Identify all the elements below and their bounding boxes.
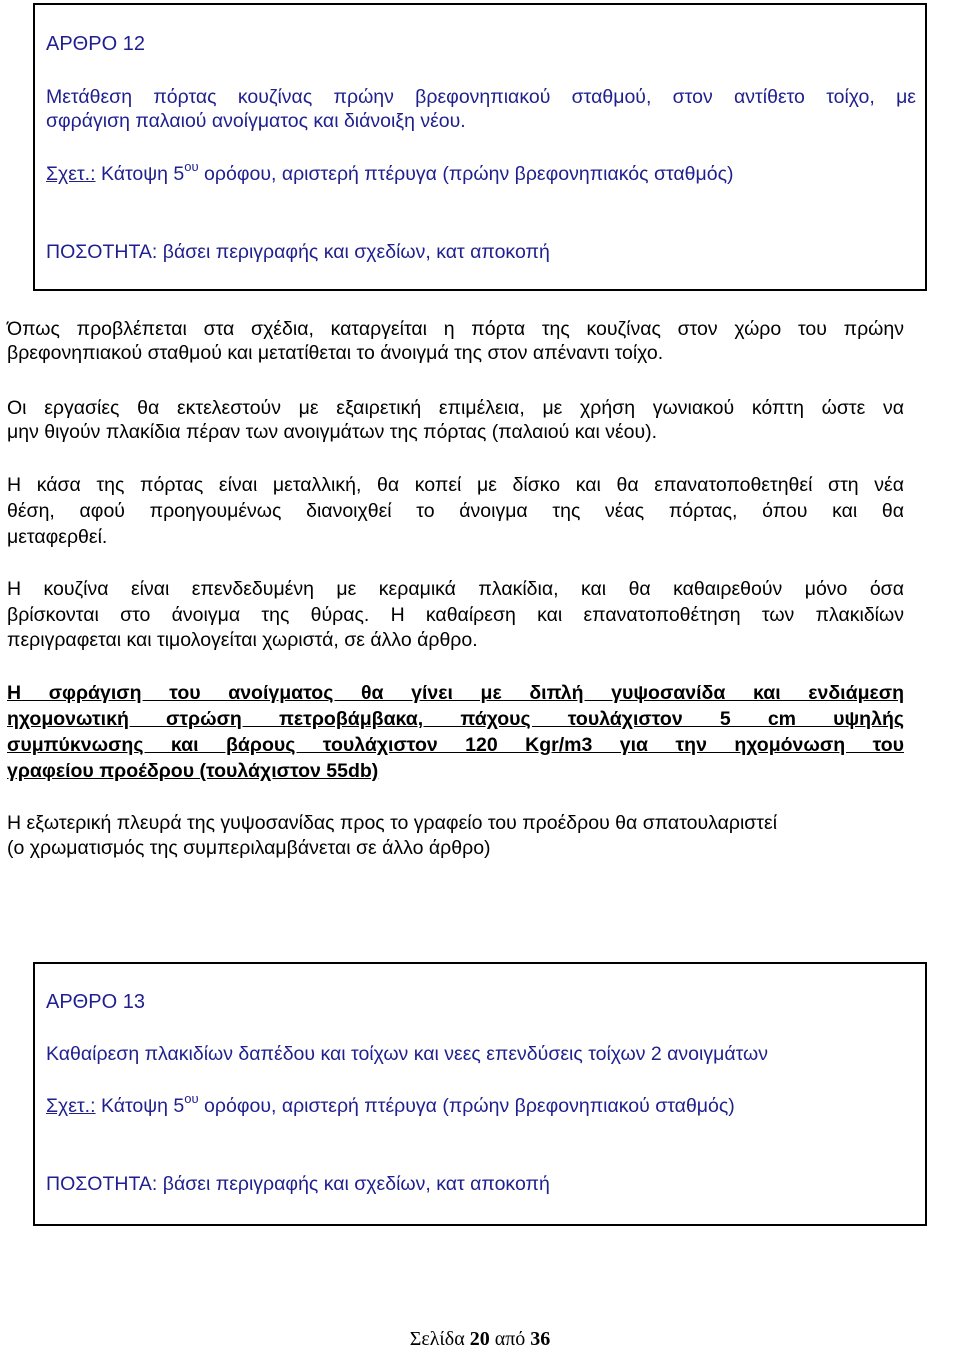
article-13-box (33, 962, 927, 1226)
article-12-box (33, 3, 927, 291)
reference-label: Σχετ.: (46, 1095, 96, 1117)
p3-line3: μεταφερθεί. (7, 526, 108, 548)
p2-line1: Οι εργασίες θα εκτελεστούν με εξαιρετική επιμέλεια, με χρήση γωνιακού κόπτη ώστε να (7, 397, 904, 419)
p5-line4: γραφείου προέδρου (τουλάχιστον 55db) (7, 760, 379, 782)
p4-line1: Η κουζίνα είναι επενδεδυμένη με κεραμικά πλακίδια, και θα καθαιρεθούν μόνο όσα (7, 578, 904, 600)
article-12-description-line2: σφράγιση παλαιού ανοίγματος και διάνοιξη νέου. (46, 110, 466, 132)
p3-line1: Η κάσα της πόρτας είναι μεταλλική, θα κοπεί με δίσκο και θα επανατοποθετηθεί στη νέα (7, 474, 904, 496)
article-13-quantity: ΠΟΣΟΤΗΤΑ: βάσει περιγραφής και σχεδίων, κατ αποκοπή (46, 1173, 550, 1195)
p2-line2: μην θιγούν πλακίδια πέραν των ανοιγμάτων της πόρτας (παλαιού και νέου). (7, 421, 658, 443)
p1-line1: Όπως προβλέπεται στα σχέδια, καταργείται η πόρτα της κουζίνας στον χώρο του πρώην (7, 318, 904, 340)
article-13-reference: Σχετ.: Κάτοψη $5^{o\upsilon}$ ορόφου, αριστερή πτέρυγα (πρώην βρεφονηπιακού σταθμός) (46, 1091, 735, 1117)
p1-line2: βρεφονηπιακού σταθμού και μετατίθεται το άνοιγμά της στον απέναντι τοίχο. (7, 342, 664, 364)
page-number: 20 (469, 1328, 490, 1350)
reference-label: Σχετ.: (46, 163, 96, 185)
p5-line1: Η σφράγιση του ανοίγματος θα γίνει με διπλή γυψοσανίδα και ενδιάμεση (7, 682, 904, 704)
article-12-description-line1: Μετάθεση πόρτας κουζίνας πρώην βρεφονηπιακού σταθμού, στον αντίθετο τοίχο, με (46, 86, 916, 108)
article-12-quantity: ΠΟΣΟΤΗΤΑ: βάσει περιγραφής και σχεδίων, κατ αποκοπή (46, 241, 550, 263)
p5-line2: ηχομονωτική στρώση πετροβάμβακα, πάχους τουλάχιστον 5 cm υψηλής (7, 708, 904, 730)
article-13-title: ΑΡΘΡΟ 13 (46, 991, 145, 1013)
p4-line3: περιγραφεται και τιμολογείται χωριστά, σε άλλο άρθρο. (7, 629, 478, 651)
p5-line3: συμπύκνωσης και βάρους τουλάχιστον 120 Kgr/m3 για την ηχομόνωση του (7, 734, 904, 756)
p6-line2: (ο χρωματισμός της συμπεριλαμβάνεται σε άλλο άρθρο) (7, 837, 491, 859)
article-12-reference: Σχετ.: Κάτοψη $5^{o\upsilon}$ ορόφου, αριστερή πτέρυγα (πρώην βρεφονηπιακός σταθμός) (46, 159, 734, 185)
page-footer: Σελίδα 20 από 36 (409, 1328, 551, 1350)
p3-line2: θέση, αφού προηγουμένως διανοιχθεί το άνοιγμα της νέας πόρτας, όπου και θα (7, 500, 904, 522)
page-total: 36 (530, 1328, 551, 1350)
p4-line2: βρίσκονται στο άνοιγμα της θύρας. Η καθαίρεση και επανατοποθέτηση των πλακιδίων (7, 604, 904, 626)
article-12-title: ΑΡΘΡΟ 12 (46, 33, 145, 55)
article-13-description: Καθαίρεση πλακιδίων δαπέδου και τοίχων και νεες επενδύσεις τοίχων 2 ανοιγμάτων (46, 1043, 769, 1065)
p6-line1: Η εξωτερική πλευρά της γυψοσανίδας προς το γραφείο του προέδρου θα σπατουλαριστεί (7, 812, 778, 834)
